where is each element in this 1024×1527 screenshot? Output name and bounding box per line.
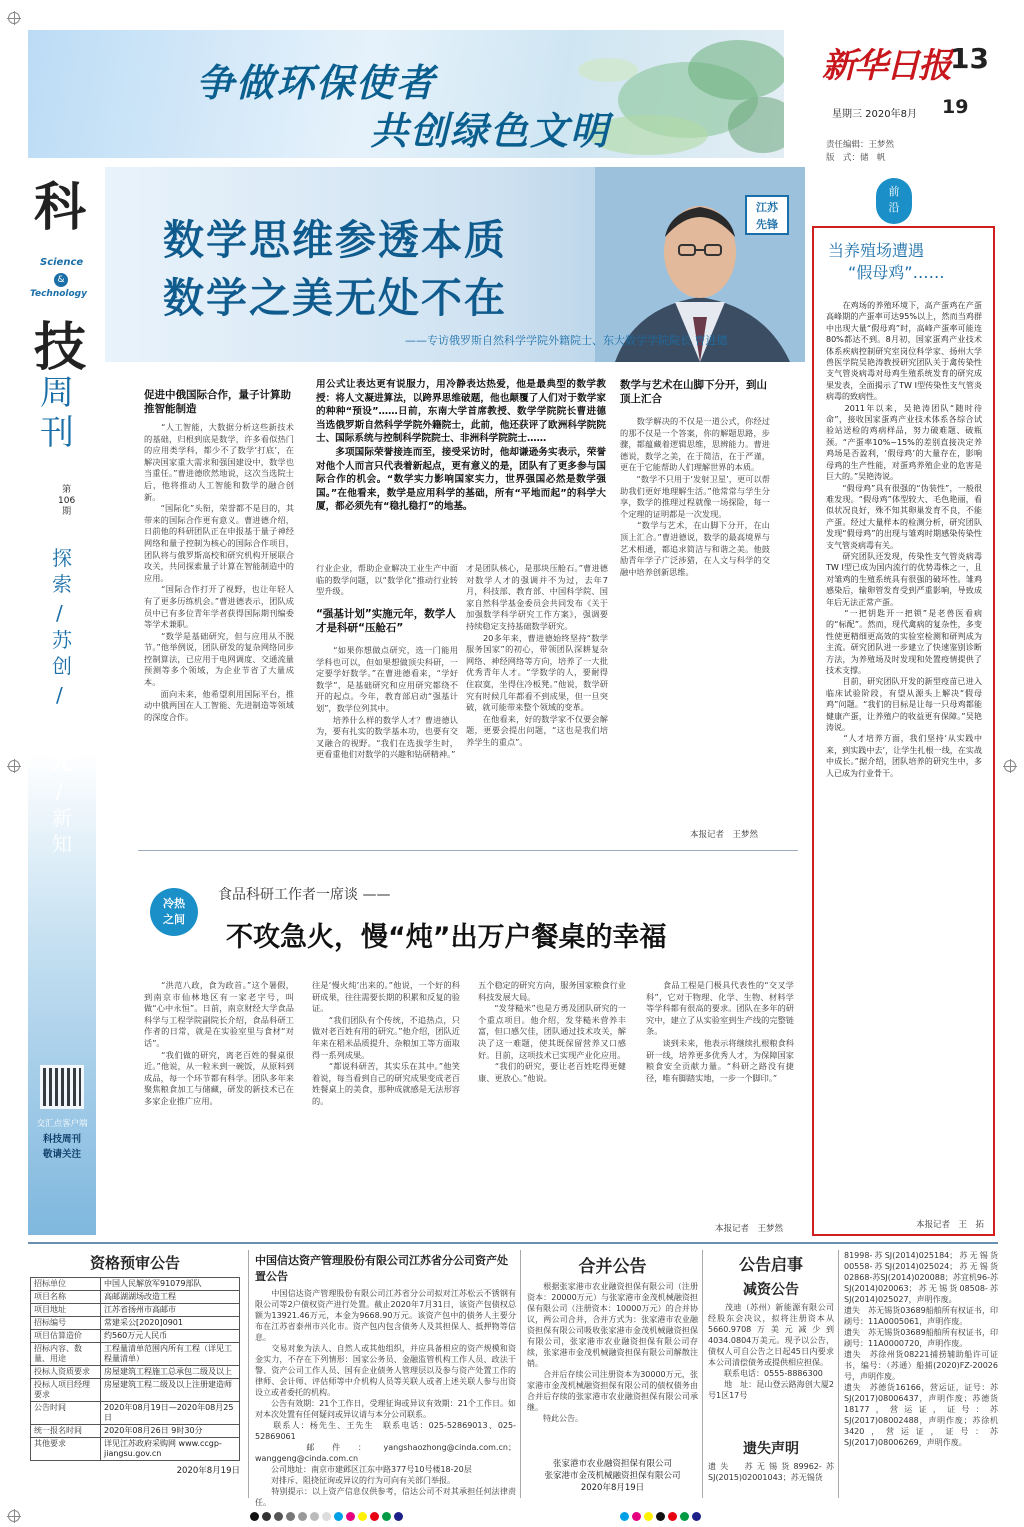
frontier-title-2: “假母鸡”…… <box>848 263 945 282</box>
slogan-line1: 争做环保使者 <box>196 60 437 105</box>
ad-lost-notices <box>838 1250 998 1498</box>
feature-head-1: 促进中俄国际合作，量子计算助推智能制造 <box>144 389 291 415</box>
ad5-body: 81998-苏SJ(2014)025184；苏无锡货00558-苏SJ(2014)025024；苏无锡货02868-苏SJ(2014)020088；苏宜机96-苏SJ(2014)020063；苏无锡货08508-苏SJ(2014)025027，声明作废。 遗失 苏无锡货03689船舶所有权证书，印刷号：11A0005061，声明作废。 遗失 苏无锡货03689船舶所有权证书，印刷号：11A0000720，声明作废。 遗失 苏徐州货08221捕捞辅助船许可证书，编号：（苏通）船捕(2020)FZ-20026号，声明作废。 遗失 苏德货16166，营运证，证号：苏SJ(2017)08006437，声明作废；苏德货18177，营运证，证号：苏SJ(2017)08002488，声明作废；苏徐机3420，营运证，证号：苏SJ(2017)08006269，声明作废。 <box>844 1251 998 1447</box>
sidebar-ke: 科 <box>34 177 87 238</box>
sidebar-issue: 第 106 期 <box>58 485 76 517</box>
bid-table-row <box>31 1317 240 1330</box>
bid-table-value: 房屋建筑工程施工总承包二级及以上 <box>101 1366 240 1379</box>
cold-col-3: 五个稳定的研究方向，服务国家粮食行业科技发展大局。 “发芽糙米”也是方勇及团队研究的一个重点项目。他介绍，发芽糙米营养丰富，但口感欠佳，团队通过技术攻关，解决了这一难题，使其既保留营养又口感好。目前，这项技术已实现产业化应用。 “我们的研究，要让老百姓吃得更健康、更放心。”他说。 <box>478 980 626 1083</box>
ad-cinda <box>248 1250 516 1507</box>
ad4-sub: 减资公告 <box>743 1282 799 1298</box>
masthead: 新华日报 <box>822 46 950 86</box>
ad3-body: 根据张家港市农业融资担保有限公司（注册资本：20000万元）与张家港市金茂机械融资担保有限公司（注册资本：10000万元）的合并协议，两公司合并，合并方式为：张家港市农业融资担保有限公司吸收张家港市金茂机械融资担保有限公司，张家港市农业融资担保有限公司存续，张家港市金茂机械融资担保有限公司解散注销。 合并后存续公司注册资本为30000万元，张家港市金茂机械融资担保有限公司的债权债务由合并后存续的张家港市农业融资担保有限公司承继。 特此公告。 <box>527 1282 698 1423</box>
sidebar-footer3: 敬请关注 <box>42 1149 81 1160</box>
sidebar-and: & <box>54 273 68 287</box>
ad4-title: 公告启事 <box>738 1255 803 1274</box>
ad-notices <box>702 1250 834 1498</box>
feature-byline: 本报记者 王梦然 <box>690 830 759 840</box>
qr-code[interactable] <box>40 1065 84 1109</box>
frontier-title-1: 当养殖场遭遇 <box>828 241 925 260</box>
bid-table-row <box>31 1438 240 1461</box>
sidebar-footer1: 交汇点客户端 <box>36 1119 88 1129</box>
feature-intro: 用公式让表达更有说服力，用冷静表达热爱，他是最典型的数学教授：将人文凝进算法，以跨界思维破题，他也颠覆了人们对于数学家的种种“预设”……日前，东南大学首席教授、数学学院院长曹进德当选俄罗斯自然科学学院外籍院士，此前，他还获评了欧洲科学院院士、国际系统与控制科学院院士、非洲科学院院士…… 多项国际荣誉接连而至，接受采访时，他却谦逊务实表示，荣誉对他个人而言只代表着新起点，更有意义的是，团队有了更多参与国际合作的机会。“数学实力影响国家实力，世界强国必然是数学强国。”在他看来，数学是应用科学的基础，所有“平地而起”的科学大厦，都必须先有“稳扎稳打”的地基。 <box>316 379 606 513</box>
bid-table-value: 详见江苏政府采购网 www.ccgp-jiangsu.gov.cn <box>101 1438 240 1461</box>
jiangsu-pioneer-badge: 江苏 先锋 <box>745 195 789 235</box>
sidebar-ji: 技 <box>34 317 87 378</box>
bid-table-value: 工程量清单范围内所有工程（详见工程量清单） <box>101 1343 240 1366</box>
slogan-line2: 共创绿色文明 <box>370 108 611 153</box>
bid-table-value: 约560万元人民币 <box>101 1330 240 1343</box>
frontier-tag <box>876 178 912 224</box>
bid-table-key: 项目地址 <box>31 1304 101 1317</box>
ad1-title: 资格预审公告 <box>89 1254 180 1272</box>
bid-table-key: 招标内容、数量、用途 <box>31 1343 101 1366</box>
bid-table-row <box>31 1278 240 1291</box>
sidebar-word-4: 新知 <box>52 806 72 856</box>
feature-hero <box>105 167 805 362</box>
bid-table-row <box>31 1402 240 1425</box>
ad-prequalification <box>30 1250 240 1498</box>
color-calibration-bar <box>250 1512 403 1521</box>
cold-col-2: 往是‘慢火炖’出来的。”他说，一个好的科研成果，往往需要长期的积累和反复的验证。 “我们团队有个传统，不追热点，只做对老百姓有用的研究。”他介绍，团队近年来在稻米品质提升、杂粮加工等方面取得一系列成果。 “都说科研苦，其实乐在其中。”他笑着说，每当看到自己的研究成果变成老百姓餐桌上的美食，那种成就感是无法形容的。 <box>312 980 460 1106</box>
sidebar-footer2: 科技周刊 <box>42 1134 81 1145</box>
color-calibration-bar-2 <box>620 1512 701 1521</box>
bid-table-value: 2020年08月26日 9时30分 <box>101 1425 240 1438</box>
bid-table-value: 高邮湖湖场改造工程 <box>101 1291 240 1304</box>
bid-table-row <box>31 1425 240 1438</box>
feature-subtitle: ——专访俄罗斯自然科学学院外籍院士、东大数学学院院长 曹进德 <box>405 334 728 347</box>
sidebar-word-3: 星光 <box>50 715 74 775</box>
ad2-title: 中国信达资产管理股份有限公司江苏省分公司资产处置公告 <box>255 1254 508 1283</box>
bid-table-row <box>31 1291 240 1304</box>
feature-col-4: 数学解决的不仅是一道公式，你经过的那不仅是一个答案，你的解题思路，步骤，都蕴藏着逻辑思维，思辨能力。曹进德说，数学之美，在于简洁，在于严谨，更在于它能帮助人们理解世界的本质。 “数学不只用于‘发射卫星’，更可以帮助我们更好地理解生活。”他常常与学生分享，数学的推理过程就像一场探险，每一个定理的证明都是一次发现。 “数学与艺术，在山脚下分开，在山顶上汇合。”曹进德说，数学的最高境界与艺术相通，都追求简洁与和谐之美。他鼓励青年学子广泛涉猎，在人文与科学的交融中培养创新思维。 <box>620 416 770 577</box>
bid-table-key: 统一报名时间 <box>31 1425 101 1438</box>
sidebar <box>28 165 96 1235</box>
bid-table-key: 公告时间 <box>31 1402 101 1425</box>
designer-credit: 版 式：储 帆 <box>826 153 886 163</box>
ad1-date: 2020年8月19日 <box>176 1466 240 1476</box>
bid-table-key: 招标单位 <box>31 1278 101 1291</box>
bid-table-value: 常建采公[2020]0901 <box>101 1317 240 1330</box>
bid-table-value: 2020年08月19日—2020年08月25日 <box>101 1402 240 1425</box>
feature-title-1: 数学思维参透本质 <box>163 216 507 264</box>
feature-head-4: 数学与艺术在山脚下分开，到山顶上汇合 <box>620 379 767 405</box>
bid-table-key: 招标编号 <box>31 1317 101 1330</box>
bid-table-value: 中国人民解放军91079部队 <box>101 1278 240 1291</box>
cold-col-1: “洪范八政，食为政首。”这个暑假，到南京市仙林地区有一家老字号，叫做“心中永恒”。日前，南京财经大学食品科学与工程学院副院长介绍，食品科研工作者的日常，就是在实验室里与食材“对话”。 “我们做的研究，离老百姓的餐桌很近。”他说，从一粒米到一碗饭，从原料到成品，每一个环节都有科学。团队多年来聚焦粮食加工与储藏，研发的新技术已在多家企业推广应用。 <box>144 980 294 1106</box>
cold-byline: 本报记者 王梦然 <box>715 1224 784 1234</box>
bid-table-row <box>31 1343 240 1366</box>
sidebar-word-2: 苏创 <box>52 628 72 678</box>
bid-table-value: 江苏省扬州市高邮市 <box>101 1304 240 1317</box>
ad4-lost-title: 遗失声明 <box>743 1441 799 1457</box>
sidebar-science: Science <box>40 257 84 268</box>
ad3-signer-1: 张家港市农业融资担保有限公司 <box>552 1459 672 1469</box>
bid-table-key: 投标人项目经理要求 <box>31 1379 101 1402</box>
issue-date: 星期三 2020年8月 <box>832 109 917 120</box>
ad2-body: 中国信达资产管理股份有限公司江苏省分公司拟对江苏松云不锈钢有限公司等2户债权资产进行处置。截止2020年7月31日，该资产包债权总额为13921.46万元，本金为9668.90万元。该资产包中的债务人主要分布在江苏省泰州市兴化市。资产包内包含债务人及其担保人、抵押物等信息。 交易对象为法人、自然人或其他组织，并应具备相应的资产规模和资金实力，不存在下列情形：国家公务员、金融监管机构工作人员、政法干警、资产公司工作人员、国有企业债务人管理层以及参与资产处置工作的律师、会计师、评估师等中介机构人员等关联人或者上述关联人参与出资设立或者委托的机构。 公告有效期：21个工作日，受理征询或异议有效期：21个工作日。如对本次处置有任何疑问或异议请与本分公司联系。 联系人：杨先生、王先生 联系电话：025-52869013、025-52869061 邮件：yangshaozhong@cinda.com.cn；wanggeng@cinda.com.cn 公司地址：南京市建邺区江东中路377号10号楼18-20层 对排斥、阻挠征询或异议的行为可向有关部门举报。 特别提示：以上资产信息仅供参考，信达公司不对其承担任何法律责任。 <box>255 1289 516 1507</box>
frontier-tag-2: 沿 <box>888 201 900 214</box>
bid-table-row <box>31 1366 240 1379</box>
cold-kicker: 食品科研工作者一席谈 —— <box>218 887 391 903</box>
bid-table-key: 项目估算造价 <box>31 1330 101 1343</box>
bid-table-row <box>31 1304 240 1317</box>
bid-table-key: 其他要求 <box>31 1438 101 1461</box>
cold-hot-badge: 冷热 之间 <box>150 888 198 936</box>
feature-title-2: 数学之美无处不在 <box>163 274 507 322</box>
ad4-lost-body: 遗失 苏无锡货89962-苏SJ(2015)02001043；苏无锡货 <box>708 1462 834 1482</box>
page-number: 13 <box>950 42 989 75</box>
sidebar-word-1: 探索 <box>52 546 72 596</box>
ad3-title: 合并公告 <box>578 1257 647 1277</box>
bid-table-key: 项目名称 <box>31 1291 101 1304</box>
ad3-date: 2020年8月19日 <box>580 1483 645 1493</box>
sidebar-slash-1: / <box>56 601 63 625</box>
frontier-box <box>812 226 995 1236</box>
ad3-signer-2: 张家港市金茂机械融资担保有限公司 <box>544 1471 681 1481</box>
feature-col-2: 行业企业，帮助企业解决工业生产中面临的数学问题，以“数学化”推动行业转型升级。 <box>316 563 458 597</box>
sidebar-zhou: 周 <box>40 373 74 413</box>
sidebar-slash-3: / <box>56 779 63 803</box>
sidebar-kan: 刊 <box>40 413 74 453</box>
cold-title: 不攻急火，慢“炖”出万户餐桌的幸福 <box>226 922 667 953</box>
editor-credit: 责任编辑：王梦然 <box>826 140 895 150</box>
header-banner <box>28 30 784 158</box>
bid-table-row <box>31 1379 240 1402</box>
issue-day: 19 <box>942 96 969 118</box>
bid-table-key: 投标人资质要求 <box>31 1366 101 1379</box>
ad4-body: 茂迪（苏州）新能源有限公司经股东会决议，拟将注册资本从5660.9708万美元减少到4034.0804万美元。现予以公告，债权人可自公告之日起45日内要求本公司清偿债务或提供相应担保。 联系电话：0555-8886300 地 址：昆山登云路海创大厦2号1区17号 <box>708 1303 834 1400</box>
feature-col-2b: “如果你想做点研究，选一门能用学科也可以，但如果想做顶尖科研，一定要学好数学。”在曹进德看来，“学好数学”，是基础研究和应用研究都绕不开的起点。今年，教育部启动“强基计划”，数学位列其中。 培养什么样的数学人才？曹进德认为，要有扎实的数学基本功，也要有交叉融合的视野。“我们在选拔学生时，更看重他们对数学的兴趣和钻研精神。” <box>316 645 458 760</box>
feature-col-3: 才是团队核心，是那块压舱石。”曹进德对数学人才的强调并不为过，去年7月，科技部、教育部、中国科学院、国家自然科学基金委员会共同发布《关于加强数学科学研究工作方案》，强调要持续稳定支持基础数学研究。 20多年来，曹进德始终坚持“数学服务国家”的初心，带领团队深耕复杂网络、神经网络等方向，培养了一大批优秀青年人才。“学数学的人，要耐得住寂寞，坐得住冷板凳。”他说，数学研究有时候几年都看不到成果，但一旦突破，就可能带来整个领域的变革。 在他看来，好的数学家不仅要会解题，更要会提出问题，“这也是我们培养学生的重点”。 <box>466 563 608 747</box>
ad1-table <box>30 1277 240 1461</box>
bid-table-row <box>31 1330 240 1343</box>
frontier-tag-1: 前 <box>888 185 900 198</box>
feature-head-2: “强基计划”实施元年，数学人才是科研“压舱石” <box>316 608 456 634</box>
cold-col-4: 食品工程是门极具代表性的“交叉学科”，它对于物理、化学、生物、材料学等学科都有很高的要求。团队在多年的研究中，建立了从实验室到生产线的完整链条。 谈到未来，他表示将继续扎根粮食科研一线，培养更多优秀人才，为保障国家粮食安全贡献力量。“科研之路没有捷径，唯有脚踏实地，一步一个脚印。” <box>646 980 794 1083</box>
sidebar-slash-2: / <box>56 683 63 707</box>
sidebar-technology: Technology <box>30 289 87 299</box>
frontier-body: 在鸡场的养殖环境下，高产蛋鸡在产蛋高峰期的产蛋率可达95%以上，然而当鸡群中出现大量“假母鸡”时，高峰产蛋率可能连80%都达不到。8月初，国家蛋鸡产业技术体系疾病控制研究室岗位科学家、扬州大学兽医学院吴艳涛教授研究团队关于禽传染性支气管炎病毒对母鸡生殖系统发育的研究成果发表，全面揭示了TW I型传染性支气管炎病毒的致病性。 2011年以来，吴艳涛团队“随时待命”，接收国家蛋鸡产业技术体系各综合试验站送检的鸡病样品，努力破难题、破瓶颈。“产蛋率10%~15%的差别直接决定养鸡场是否盈利，‘假母鸡’的大量存在，影响母鸡的生产性能，对蛋鸡养殖企业的危害是巨大的。”吴艳涛说。 “假母鸡”具有很强的“伪装性”，一般很难发现。“假母鸡”体型较大、毛色艳丽，看似状况良好，殊不知其卵巢发育不良，不能产蛋。经过大量样本的检测分析，研究团队发现“假母鸡”的出现与雏鸡时期感染传染性支气管炎病毒有关。 研究团队还发现，传染性支气管炎病毒TW I型已成为国内流行的优势毒株之一，且对雏鸡的生殖系统具有很强的破坏性。雏鸡感染后，输卵管发育受到严重影响，导致成年后无法正常产蛋。 “一把钥匙开一把锁”是老兽医看病的“标配”。然而，现代禽病的复杂性，多变性使更精细更高效的实验室检测和研判成为主流。研究团队进一步建立了快速鉴别诊断方法，为养殖场及时发现和处置疫情提供了技术支撑。 目前，研究团队开发的新型疫苗已进入临床试验阶段，有望从源头上解决“假母鸡”问题。“我们的目标是让每一只母鸡都能健康产蛋，让养殖户的收益更有保障。”吴艳涛说。 “人才培养方面，我们坚持‘从实践中来，到实践中去’，让学生扎根一线，在实战中成长。”据介绍，团队培养的研究生中，多人已成为行业骨干。 <box>826 301 982 778</box>
frontier-byline: 本报记者 王 拓 <box>916 1220 985 1230</box>
bid-table-value: 房屋建筑工程二级及以上注册建造师 <box>101 1379 240 1402</box>
ad-merger <box>520 1250 698 1498</box>
feature-col-1: “人工智能，大数据分析这些新技术的基础，归根到底是数学，许多看似热门的应用类学科，都少不了数学‘打底’，在解决国家重大需求和强国建设中，数学也当重任。”曹进德欣然地说，这次当选院士后，他将推动人工智能和数学的融合创新。 “国际化”头衔，荣誉都不是目的，其带来的国际合作更有意义。曹进德介绍，日前他的科研团队正在申报基于量子神经网络和量子控制为核心的国际合作项目，团队将与俄罗斯高校和研究机构开展联合攻关，共同探索量子计算在智能制造中的应用。 “国际合作打开了视野，也让年轻人有了更多历练机会。”曹进德表示，团队成员中已有多位青年学者获得国际期刊编委等学术兼职。 “数学是基础研究，但与应用从不脱节。”他举例说，团队研发的复杂网络同步控制算法，已应用于电网调度、交通流量预测等多个领域，为企业节省了大量成本。 面向未来，他希望利用国际平台，推动中俄两国在人工智能、先进制造等领域的深度合作。 <box>144 422 294 722</box>
